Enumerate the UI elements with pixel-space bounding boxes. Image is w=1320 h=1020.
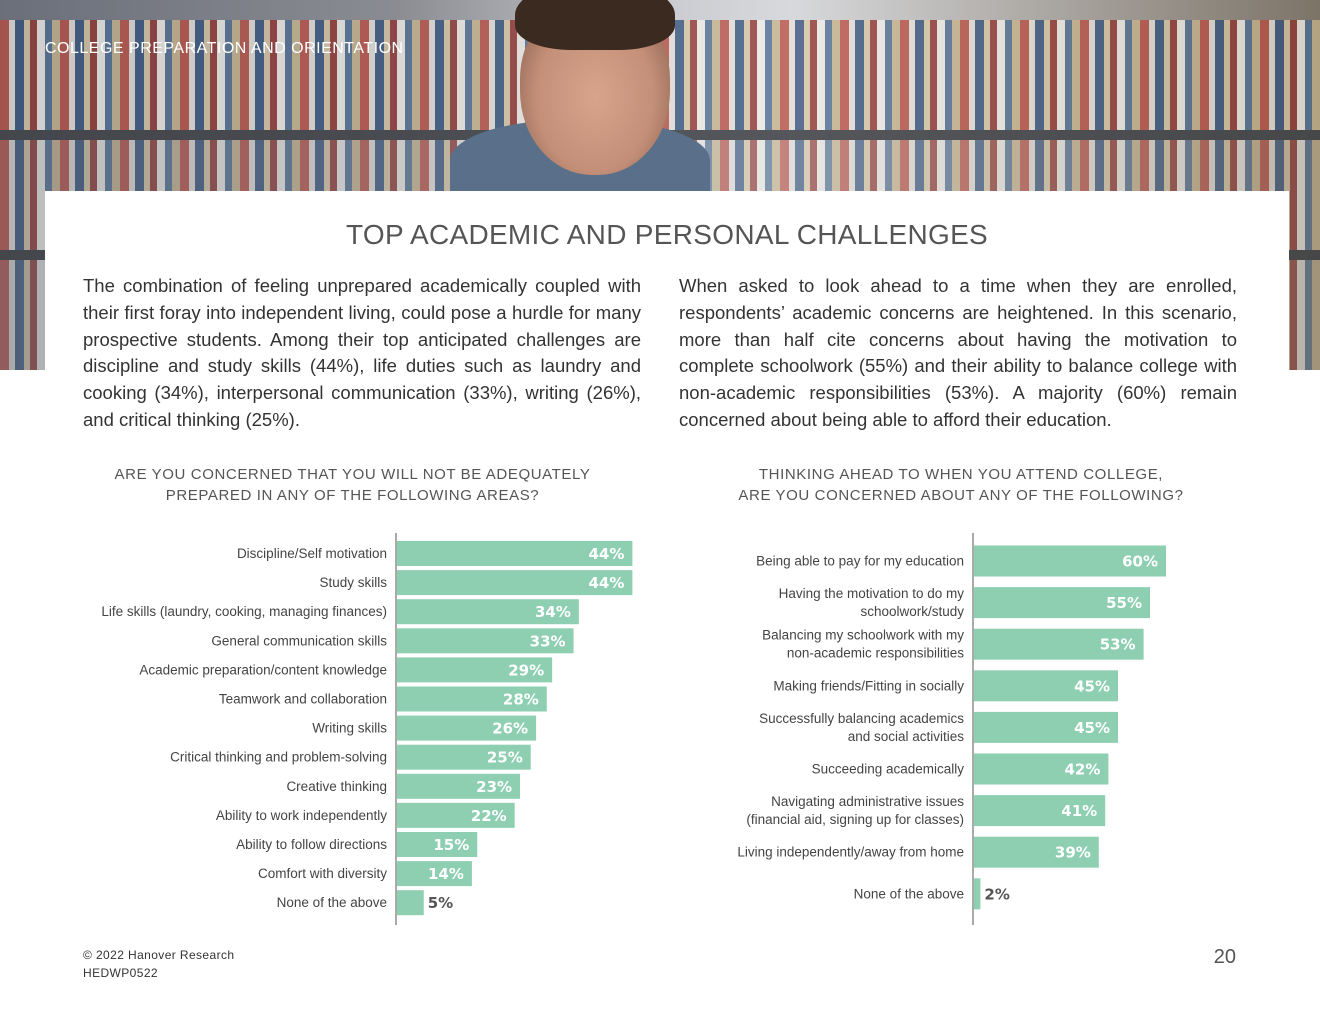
- bar-value-label: 44%: [588, 545, 625, 563]
- category-label: Life skills (laundry, cooking, managing finances): [101, 604, 387, 620]
- category-label: Navigating administrative issues: [771, 794, 964, 810]
- category-label: Discipline/Self motivation: [236, 546, 387, 561]
- category-label: Living independently/away from home: [737, 844, 964, 860]
- chart-right-title-line: THINKING AHEAD TO WHEN YOU ATTEND COLLEGE,: [758, 466, 1164, 483]
- intro-paragraph-right: When asked to look ahead to a time when they are enrolled, respondents’ academic concerns are heightened. In this scenario, more than half cite concerns about having the motivation to complete schoolwork (55%) and their ability to balance college with non-academic responsibilities (53%). A majority (60%) remain concerned about being able to afford their education.: [679, 275, 1237, 430]
- category-label: Critical thinking and problem-solving: [170, 749, 387, 765]
- bar-value-label: 26%: [492, 719, 529, 738]
- chart-left-title-line: ARE YOU CONCERNED THAT YOU WILL NOT BE ADEQUATELY: [114, 466, 591, 483]
- category-label: Academic preparation/content knowledge: [139, 662, 387, 678]
- bar-value-label: 45%: [1074, 718, 1110, 737]
- category-label: non-academic responsibilities: [786, 645, 964, 661]
- bar-value-label: 29%: [508, 661, 545, 680]
- category-label: schoolwork/study: [860, 604, 964, 620]
- category-label: Making friends/Fitting in socially: [773, 678, 964, 694]
- bar-value-label: 42%: [1064, 760, 1101, 779]
- bar-value-label: 55%: [1106, 594, 1142, 613]
- category-label: Ability to work independently: [215, 807, 387, 823]
- category-label: Having the motivation to do my: [778, 586, 964, 602]
- chart-right-title-line: ARE YOU CONCERNED ABOUT ANY OF THE FOLLOWING?: [738, 487, 1184, 504]
- bar-value-label: 28%: [502, 690, 539, 709]
- copyright-text: © 2022 Hanover Research: [83, 948, 235, 962]
- bar-value-label: 34%: [534, 603, 571, 622]
- bar-value-label: 22%: [470, 806, 507, 825]
- category-label: (financial aid, signing up for classes): [746, 812, 964, 828]
- bar-value-label: 5%: [427, 894, 454, 913]
- page-title: TOP ACADEMIC AND PERSONAL CHALLENGES: [345, 219, 989, 250]
- footer-copyright: [83, 946, 234, 982]
- category-label: Succeeding academically: [811, 761, 964, 777]
- category-label: General communication skills: [211, 633, 387, 649]
- category-label: Creative thinking: [286, 778, 387, 794]
- category-label: Ability to follow directions: [236, 837, 387, 852]
- category-label: None of the above: [276, 895, 387, 911]
- bar-value-label: 25%: [486, 748, 523, 767]
- bar-value-label: 60%: [1122, 552, 1158, 571]
- bar-value-label: 44%: [588, 574, 625, 593]
- category-label: and social activities: [847, 728, 964, 744]
- bar: [974, 878, 980, 909]
- section-label: COLLEGE PREPARATION AND ORIENTATION: [45, 40, 404, 57]
- bar-value-label: 41%: [1061, 802, 1098, 821]
- chart-left-title-line: PREPARED IN ANY OF THE FOLLOWING AREAS?: [165, 487, 540, 504]
- category-label: Study skills: [319, 575, 387, 591]
- bar-value-label: 33%: [529, 632, 566, 651]
- category-label: Teamwork and collaboration: [218, 691, 387, 707]
- category-label: Comfort with diversity: [257, 866, 387, 882]
- bar-value-label: 53%: [1099, 635, 1136, 654]
- page-number: 20: [1213, 946, 1236, 968]
- category-label: Being able to pay for my education: [756, 553, 964, 569]
- bar-value-label: 2%: [984, 885, 1010, 904]
- bar-value-label: 45%: [1074, 677, 1110, 696]
- category-label: Balancing my schoolwork with my: [762, 627, 964, 643]
- category-label: Successfully balancing academics: [759, 710, 964, 726]
- intro-paragraph-left: The combination of feeling unprepared academically coupled with their first foray into independent living, could pose a hurdle for many prospective students. Among their top anticipated challenges are discipline and study skills (44%), life duties such as laundry and cooking (34%), interpersonal communication (33%), writing (26%), and critical thinking (25%).: [83, 275, 641, 430]
- category-label: Writing skills: [312, 720, 387, 736]
- bar-value-label: 15%: [433, 836, 470, 854]
- category-label: None of the above: [853, 886, 964, 902]
- document-code: HEDWP0522: [83, 966, 158, 980]
- bar-value-label: 39%: [1054, 843, 1091, 862]
- bar-value-label: 14%: [427, 865, 464, 884]
- bar-value-label: 23%: [476, 777, 513, 796]
